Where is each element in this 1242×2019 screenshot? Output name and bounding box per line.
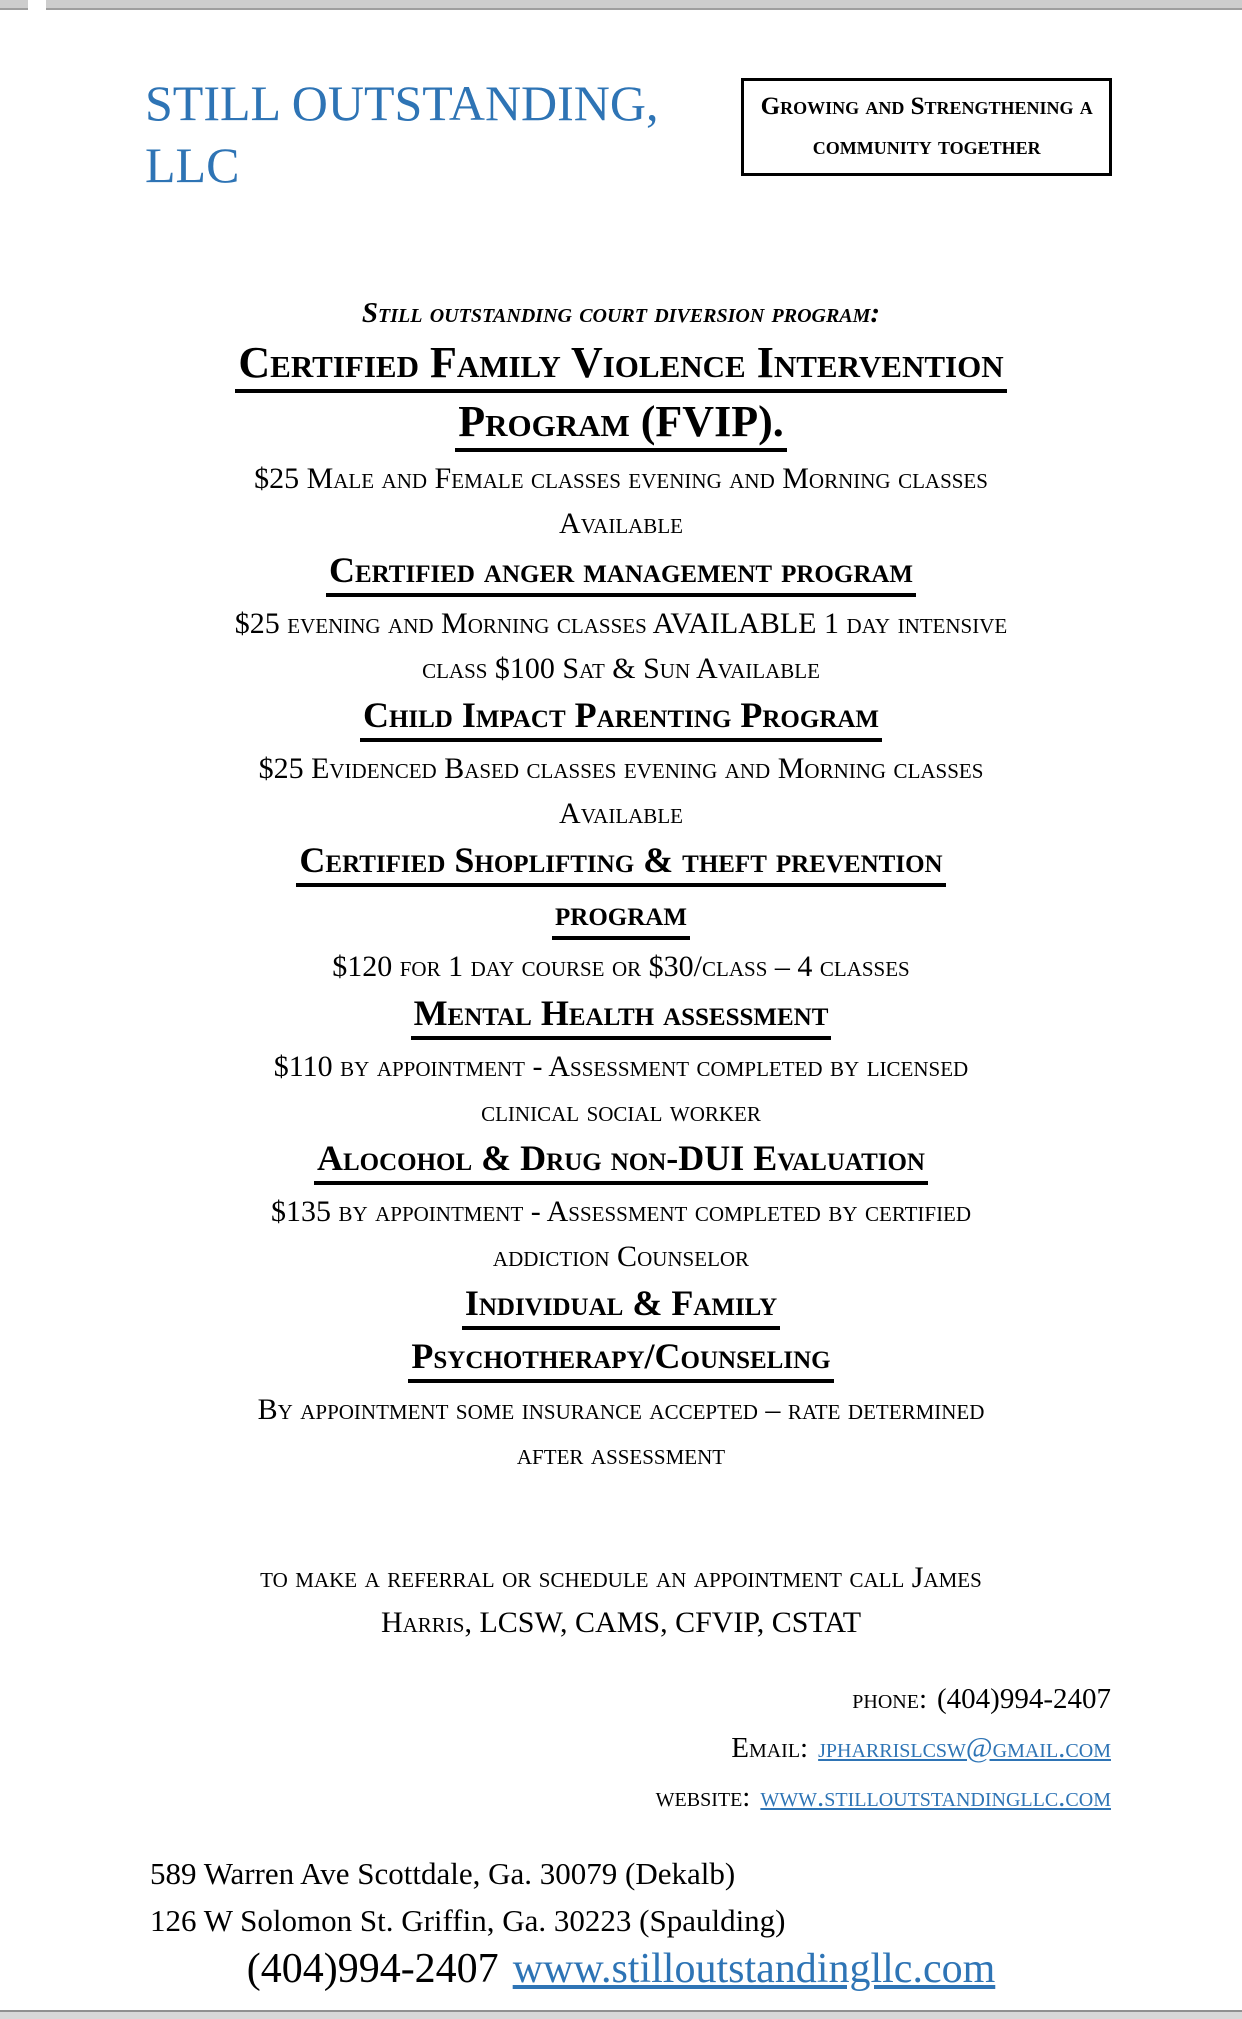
- footer-phone: (404)994-2407: [246, 1946, 499, 1992]
- fvip-pricing-line2: Available: [559, 507, 683, 540]
- referral-line1: to make a referral or schedule an appointment call James: [260, 1561, 982, 1594]
- header: [0, 10, 1242, 196]
- locations-section: [150, 1850, 1242, 1944]
- referral-line2: Harris, LCSW, CAMS, CFVIP, CSTAT: [380, 1606, 862, 1639]
- heading-child-impact-text: Child Impact Parenting Program: [360, 693, 882, 742]
- heading-individual-family-line2: Psychotherapy/Counseling: [408, 1334, 833, 1383]
- programs-section: [131, 290, 1111, 1477]
- heading-individual-family: [131, 1334, 1111, 1383]
- tagline-box: [741, 78, 1112, 176]
- phone-line: [131, 1675, 1111, 1724]
- phone-number: (404)994-2407: [937, 1683, 1111, 1715]
- insurance-note-line2: after assessment: [516, 1438, 726, 1471]
- tagline-text: Growing and Strengthening a community together: [760, 93, 1093, 160]
- heading-shoplifting: [131, 838, 1111, 887]
- heading-individual-family: [131, 1281, 1111, 1330]
- heading-fvip: [131, 338, 1111, 393]
- heading-fvip-line1: Certified Family Violence Intervention: [235, 338, 1006, 393]
- heading-alcohol-drug: [131, 1136, 1111, 1185]
- website-label: website:: [655, 1781, 751, 1813]
- email-label: Email:: [731, 1732, 809, 1764]
- court-diversion-heading: Still outstanding court diversion program:: [361, 297, 881, 329]
- fvip-pricing-line1: $25 Male and Female classes evening and Morning classes: [254, 462, 988, 495]
- heading-child-impact: [131, 693, 1111, 742]
- phone-label: phone:: [852, 1683, 928, 1715]
- referral-section: [131, 1555, 1111, 1645]
- heading-mental-health-text: Mental Health assessment: [411, 991, 832, 1040]
- alcohol-drug-pricing-line2: addiction Counselor: [492, 1240, 750, 1273]
- mental-health-pricing-line1: $110 by appointment - Assessment completed by licensed: [273, 1050, 969, 1083]
- footer-website-link[interactable]: www.stilloutstandingllc.com: [512, 1946, 996, 1992]
- footer-contact-line: [71, 1944, 1171, 1994]
- page-top-edge: [0, 0, 1242, 10]
- anger-pricing-line2: class $100 Sat & Sun Available: [422, 652, 820, 685]
- address-dekalb: 589 Warren Ave Scottdale, Ga. 30079 (Dekalb): [150, 1856, 736, 1891]
- heading-shoplifting-line1: Certified Shoplifting & theft prevention: [296, 838, 945, 887]
- page-top-edge-notch: [28, 0, 46, 10]
- contact-section: [131, 1675, 1111, 1822]
- company-name: STILL OUTSTANDING, LLC: [145, 75, 659, 193]
- heading-individual-family-line1: Individual & Family: [462, 1281, 780, 1330]
- heading-anger-management-text: Certified anger management program: [326, 548, 916, 597]
- child-impact-pricing-line2: Available: [559, 797, 683, 830]
- heading-shoplifting: [131, 891, 1111, 940]
- address-spaulding: 126 W Solomon St. Griffin, Ga. 30223 (Spaulding): [150, 1903, 786, 1938]
- email-link[interactable]: jpharrislcsw@gmail.com: [818, 1732, 1111, 1764]
- heading-alcohol-drug-text: Alocohol & Drug non-DUI Evaluation: [314, 1136, 928, 1185]
- alcohol-drug-pricing-line1: $135 by appointment - Assessment completed by certified: [270, 1195, 972, 1228]
- heading-anger-management: [131, 548, 1111, 597]
- email-line: [131, 1724, 1111, 1773]
- mental-health-pricing-line2: clinical social worker: [481, 1095, 761, 1128]
- heading-fvip-line2: Program (FVIP).: [455, 397, 786, 452]
- child-impact-pricing-line1: $25 Evidenced Based classes evening and Morning classes: [258, 752, 984, 785]
- website-line: [131, 1773, 1111, 1822]
- shoplifting-pricing: $120 for 1 day course or $30/class – 4 classes: [332, 950, 910, 983]
- website-link[interactable]: www.stilloutstandingllc.com: [760, 1781, 1111, 1813]
- heading-fvip: [131, 397, 1111, 452]
- heading-shoplifting-line2: program: [552, 891, 690, 940]
- page-bottom-edge: [0, 2010, 1242, 2019]
- anger-pricing-line1: $25 evening and Morning classes AVAILABLE 1 day intensive: [234, 607, 1008, 640]
- insurance-note-line1: By appointment some insurance accepted – rate determined: [257, 1393, 985, 1426]
- heading-mental-health: [131, 991, 1111, 1040]
